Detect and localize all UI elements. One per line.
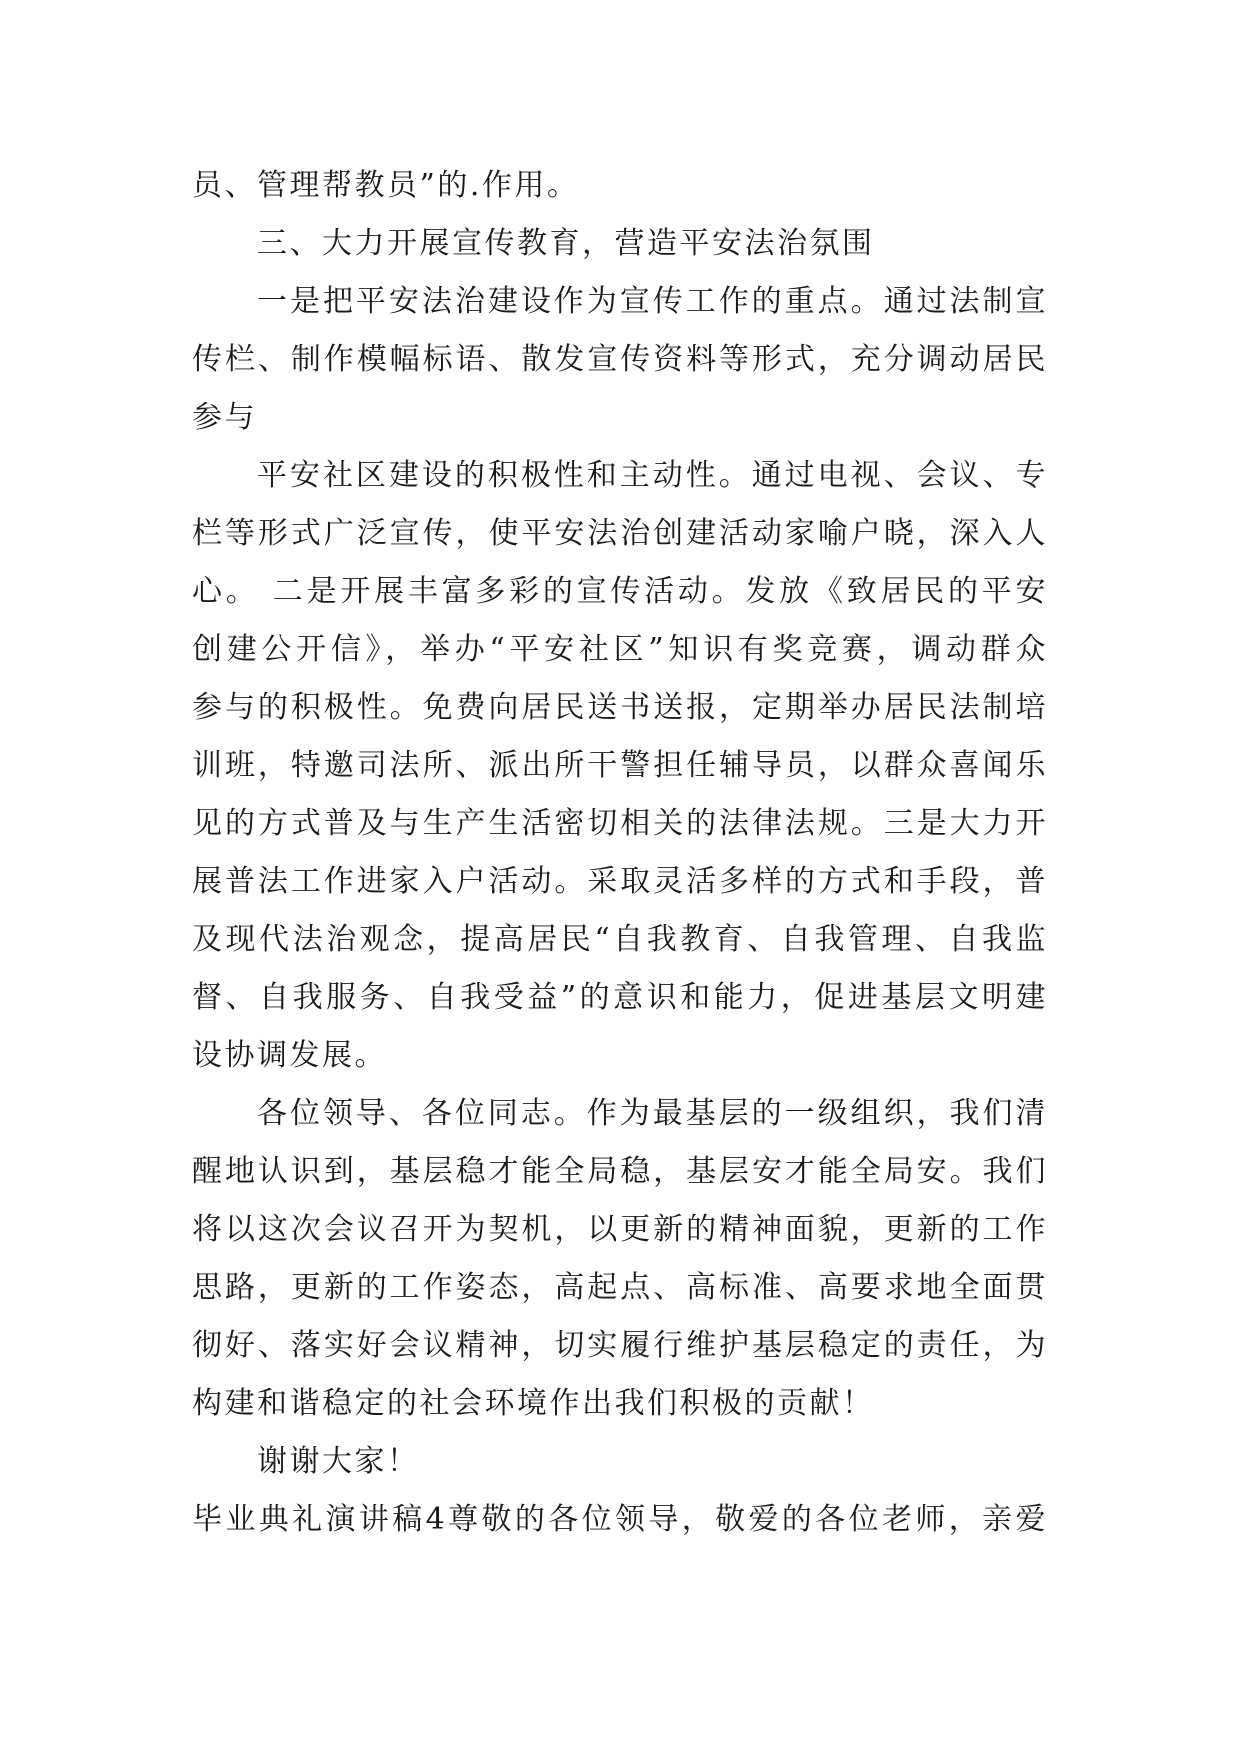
text-line: 将以这次会议召开为契机，以更新的精神面貌，更新的工作 [192,1212,1048,1247]
text-line: 员、管理帮教员”的.作用。 [192,168,580,203]
text-line: 设协调发展。 [192,1038,387,1073]
text-line: 创建公开信》，举办“平安社区”知识有奖竞赛，调动群众 [192,632,1048,667]
text-line: 醒地认识到，基层稳才能全局稳，基层安才能全局安。我们 [192,1154,1048,1189]
text-line: 见的方式普及与生产生活密切相关的法律法规。三是大力开 [192,806,1048,841]
text-line: 参与的积极性。免费向居民送书送报，定期举办居民法制培 [192,690,1048,725]
text-line: 传栏、制作模幅标语、散发宣传资料等形式，充分调动居民 [192,342,1048,377]
text-line: 栏等形式广泛宣传，使平安法治创建活动家喻户晓，深入人 [192,516,1048,551]
text-line: 督、自我服务、自我受益”的意识和能力，促进基层文明建 [192,980,1048,1015]
text-line: 思路，更新的工作姿态，高起点、高标准、高要求地全面贯 [192,1270,1048,1305]
text-line: 及现代法治观念，提高居民“自我教育、自我管理、自我监 [192,922,1048,957]
text-line: 心。 二是开展丰富多彩的宣传活动。发放《致居民的平安 [192,574,1048,609]
text-line: 训班，特邀司法所、派出所干警担任辅导员，以群众喜闻乐 [192,748,1048,783]
text-line: 展普法工作进家入户活动。采取灵活多样的方式和手段，普 [192,864,1048,899]
text-line: 毕业典礼演讲稿4尊敬的各位领导，敬爱的各位老师，亲爱 [192,1502,1048,1537]
text-line: 谢谢大家！ [257,1444,420,1479]
text-line: 各位领导、各位同志。作为最基层的一级组织，我们清 [257,1096,1048,1131]
text-line: 一是把平安法治建设作为宣传工作的重点。通过法制宣 [257,284,1048,319]
text-line: 构建和谐稳定的社会环境作出我们积极的贡献！ [192,1386,875,1421]
text-line: 平安社区建设的积极性和主动性。通过电视、会议、专 [257,458,1048,493]
text-line: 彻好、落实好会议精神，切实履行维护基层稳定的责任，为 [192,1328,1048,1363]
section-heading: 三、大力开展宣传教育，营造平安法治氛围 [257,226,875,261]
text-line: 参与 [192,400,257,435]
